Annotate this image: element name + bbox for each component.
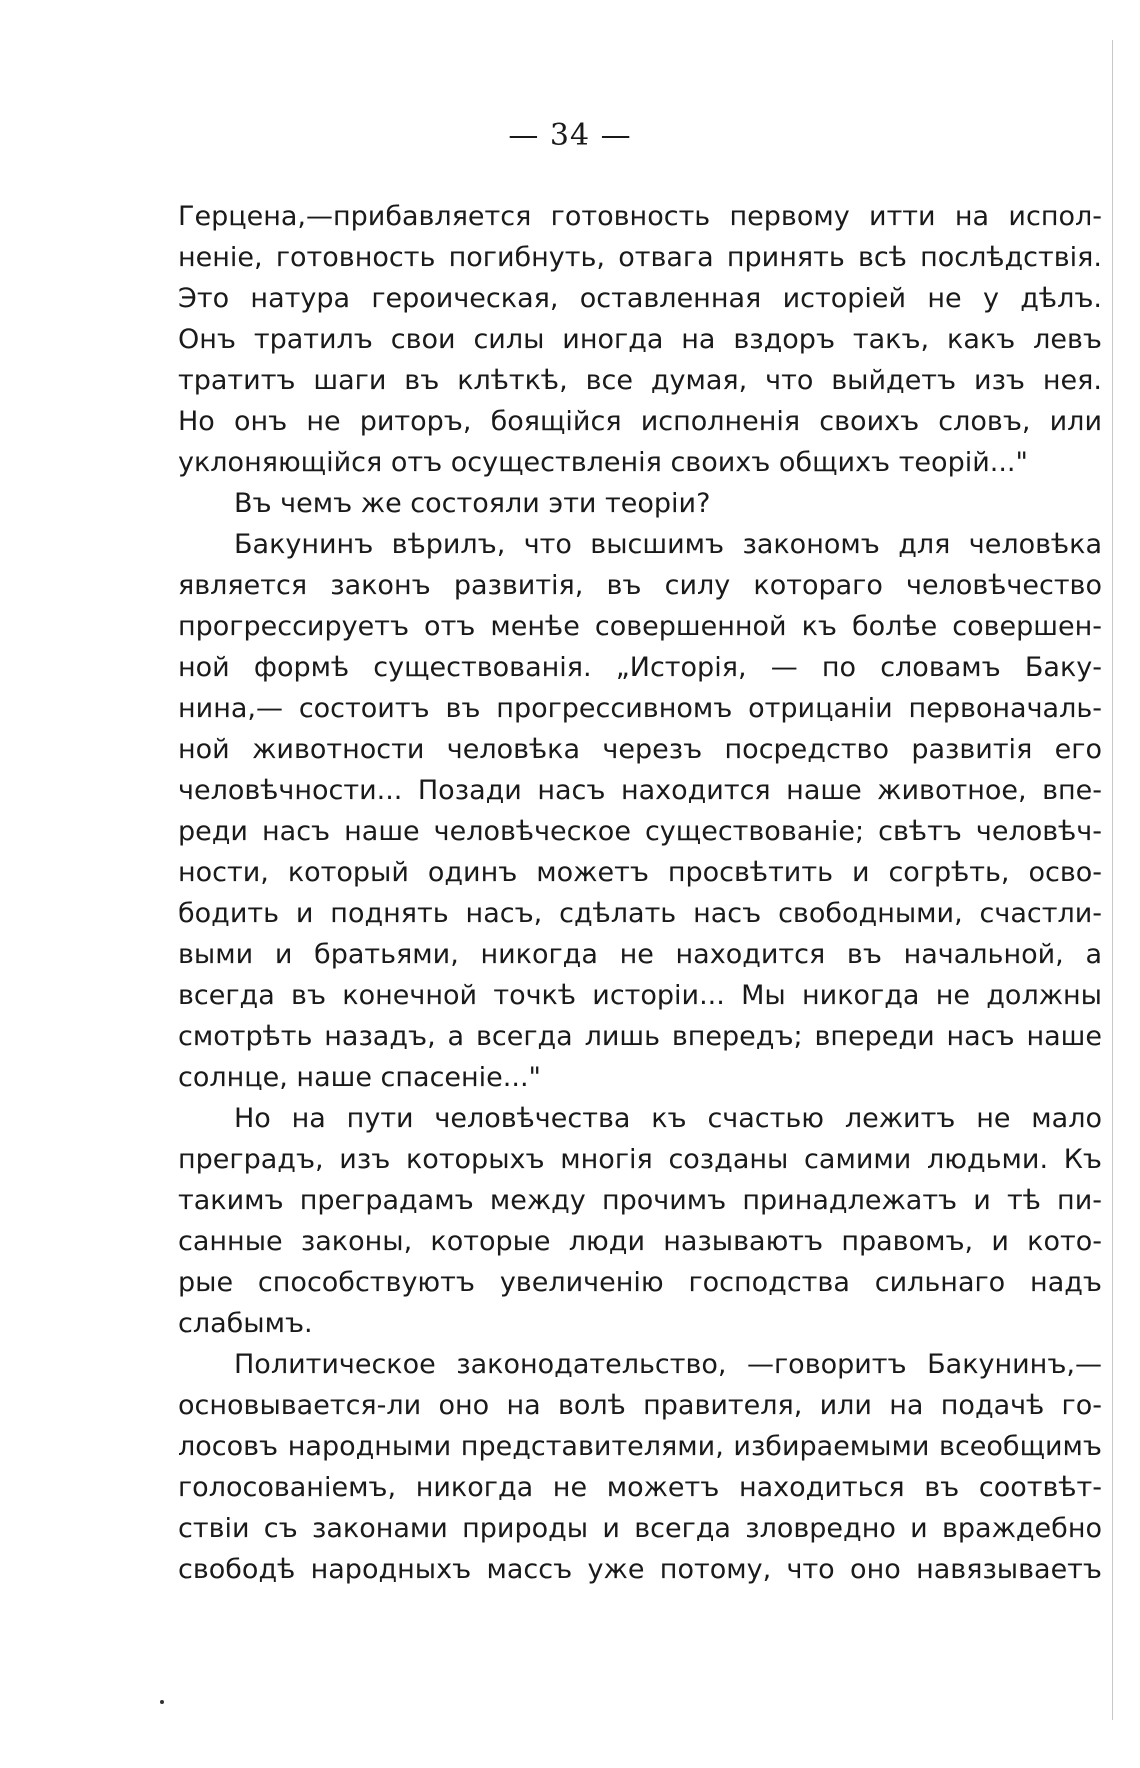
text-line: такимъ преградамъ между прочимъ принадлежатъ и тѣ пи- <box>178 1185 1102 1216</box>
text-line: человѣчности... Позади насъ находится наше животное, впе- <box>178 775 1102 806</box>
text-line: является законъ развитія, въ силу котораго человѣчество <box>178 570 1102 601</box>
page-edge-line <box>1112 40 1113 1720</box>
text-line: слабымъ. <box>178 1308 313 1339</box>
text-line: неніе, готовность погибнуть, отвага принять всѣ послѣдствія. <box>178 242 1102 273</box>
text-line: ной животности человѣка черезъ посредство развитія его <box>178 734 1102 765</box>
text-line: преградъ, изъ которыхъ многія созданы самими людьми. Къ <box>178 1144 1102 1175</box>
text-line: ствіи съ законами природы и всегда зловредно и враждебно <box>178 1513 1102 1544</box>
text-line: Но онъ не риторъ, боящійся исполненія своихъ словъ, или <box>178 406 1102 437</box>
text-line: ности, который одинъ можетъ просвѣтить и согрѣть, осво- <box>178 857 1102 888</box>
text-line: нина,— состоитъ въ прогрессивномъ отрицаніи первоначаль- <box>178 693 1102 724</box>
text-line: уклоняющійся отъ осуществленія своихъ общихъ теорій..." <box>178 447 1028 478</box>
text-line: Это натура героическая, оставленная исторіей не у дѣлъ. <box>178 283 1102 314</box>
text-line: прогрессируетъ отъ менѣе совершенной къ болѣе совершен- <box>178 611 1102 642</box>
text-line: выми и братьями, никогда не находится въ начальной, а <box>178 939 1102 970</box>
text-line: солнце, наше спасеніе..." <box>178 1062 541 1093</box>
text-line: бодить и поднять насъ, сдѣлать насъ свободными, счастли- <box>178 898 1102 929</box>
text-line: Герцена,—прибавляется готовность первому итти на испол- <box>178 201 1102 232</box>
text-line: Бакунинъ вѣрилъ, что высшимъ закономъ для человѣка <box>234 529 1102 560</box>
margin-speck <box>160 1700 164 1704</box>
text-line: голосованіемъ, никогда не можетъ находиться въ соотвѣт- <box>178 1472 1102 1503</box>
page-number: — 34 — <box>508 118 632 153</box>
text-line: тратитъ шаги въ клѣткѣ, все думая, что выйдетъ изъ нея. <box>178 365 1102 396</box>
text-line: рые способствуютъ увеличенію господства сильнаго надъ <box>178 1267 1102 1298</box>
text-line: лосовъ народными представителями, избираемыми всеобщимъ <box>178 1431 1102 1462</box>
text-line: реди насъ наше человѣческое существованіе; свѣтъ человѣч- <box>178 816 1102 847</box>
body-text <box>178 196 1102 1590</box>
text-line: всегда въ конечной точкѣ исторіи... Мы никогда не должны <box>178 980 1102 1011</box>
text-line: Но на пути человѣчества къ счастью лежитъ не мало <box>234 1103 1102 1134</box>
text-line: санные законы, которые люди называютъ правомъ, и кото- <box>178 1226 1102 1257</box>
text-line: смотрѣть назадъ, а всегда лишь впередъ; впереди насъ наше <box>178 1021 1102 1052</box>
text-line: ной формѣ существованія. „Исторія, — по словамъ Баку- <box>178 652 1102 683</box>
text-line: Въ чемъ же состояли эти теоріи? <box>234 488 711 519</box>
text-line: свободѣ народныхъ массъ уже потому, что оно навязываетъ <box>178 1554 1102 1585</box>
text-line: Онъ тратилъ свои силы иногда на вздоръ такъ, какъ левъ <box>178 324 1102 355</box>
text-line: Политическое законодательство, —говоритъ Бакунинъ,— <box>234 1349 1102 1380</box>
text-line: основывается-ли оно на волѣ правителя, или на подачѣ го- <box>178 1390 1102 1421</box>
